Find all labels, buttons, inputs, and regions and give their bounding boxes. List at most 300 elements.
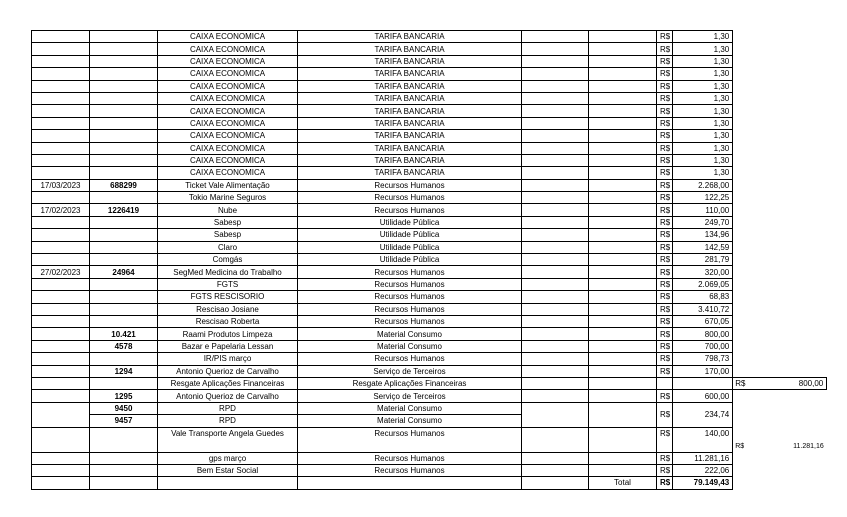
date-cell[interactable]: [32, 229, 90, 241]
extra-cell[interactable]: [733, 303, 827, 315]
extra-cell[interactable]: [733, 92, 827, 104]
date-cell[interactable]: [32, 377, 90, 389]
description-cell[interactable]: Bazar e Papelaria Lessan: [158, 340, 298, 352]
blank-cell[interactable]: [589, 464, 657, 476]
description-cell[interactable]: Sabesp: [158, 229, 298, 241]
amount-cell[interactable]: 249,70: [673, 216, 733, 228]
date-cell[interactable]: [32, 328, 90, 340]
doc-number-cell[interactable]: [90, 167, 158, 179]
blank-cell[interactable]: [589, 340, 657, 352]
category-cell[interactable]: Recursos Humanos: [298, 464, 522, 476]
date-cell[interactable]: [32, 254, 90, 266]
category-cell[interactable]: Recursos Humanos: [298, 204, 522, 216]
blank-cell[interactable]: [589, 452, 657, 464]
currency-cell[interactable]: [657, 377, 673, 389]
amount-cell[interactable]: 68,83: [673, 291, 733, 303]
extra-cell[interactable]: [733, 154, 827, 166]
date-cell[interactable]: [32, 142, 90, 154]
description-cell[interactable]: Raami Produtos Limpeza: [158, 328, 298, 340]
category-cell[interactable]: Material Consumo: [298, 402, 522, 414]
date-cell[interactable]: [32, 390, 90, 402]
amount-cell[interactable]: 1,30: [673, 167, 733, 179]
blank-cell[interactable]: [589, 68, 657, 80]
currency-cell[interactable]: R$: [657, 254, 673, 266]
doc-number-cell[interactable]: [90, 216, 158, 228]
doc-number-cell[interactable]: [90, 192, 158, 204]
date-cell[interactable]: [32, 278, 90, 290]
amount-cell[interactable]: 600,00: [673, 390, 733, 402]
description-cell[interactable]: Tokio Marine Seguros: [158, 192, 298, 204]
blank-cell[interactable]: [522, 105, 589, 117]
blank-cell[interactable]: [589, 328, 657, 340]
blank-cell[interactable]: [589, 154, 657, 166]
amount-cell[interactable]: 1,30: [673, 43, 733, 55]
currency-cell[interactable]: R$: [657, 402, 673, 427]
doc-number-cell[interactable]: [90, 353, 158, 365]
currency-cell[interactable]: R$: [657, 390, 673, 402]
currency-cell[interactable]: R$: [657, 427, 673, 452]
category-cell[interactable]: Utilidade Pública: [298, 216, 522, 228]
category-cell[interactable]: Recursos Humanos: [298, 452, 522, 464]
date-cell[interactable]: [32, 241, 90, 253]
currency-cell[interactable]: R$: [657, 105, 673, 117]
blank-cell[interactable]: [522, 328, 589, 340]
description-cell[interactable]: gps março: [158, 452, 298, 464]
currency-cell[interactable]: R$: [657, 204, 673, 216]
category-cell[interactable]: TARIFA BANCARIA: [298, 154, 522, 166]
description-cell[interactable]: Claro: [158, 241, 298, 253]
total-amount-cell[interactable]: 79.149,43: [673, 477, 733, 489]
currency-cell[interactable]: R$: [657, 192, 673, 204]
category-cell[interactable]: Recursos Humanos: [298, 192, 522, 204]
category-cell[interactable]: [298, 477, 522, 489]
blank-cell[interactable]: [589, 353, 657, 365]
doc-number-cell[interactable]: [90, 154, 158, 166]
blank-cell[interactable]: [589, 254, 657, 266]
blank-cell[interactable]: [522, 154, 589, 166]
date-cell[interactable]: [32, 303, 90, 315]
extra-cell[interactable]: [733, 216, 827, 228]
resgate-amount-cell[interactable]: [733, 377, 827, 389]
currency-cell[interactable]: R$: [657, 229, 673, 241]
description-cell[interactable]: Sabesp: [158, 216, 298, 228]
currency-cell[interactable]: R$: [657, 43, 673, 55]
category-cell[interactable]: Recursos Humanos: [298, 315, 522, 327]
currency-cell[interactable]: R$: [657, 241, 673, 253]
currency-cell[interactable]: R$: [657, 216, 673, 228]
blank-cell[interactable]: [522, 68, 589, 80]
category-cell[interactable]: Recursos Humanos: [298, 266, 522, 278]
blank-cell[interactable]: [589, 278, 657, 290]
currency-cell[interactable]: R$: [657, 31, 673, 43]
blank-cell[interactable]: [589, 377, 657, 389]
amount-cell[interactable]: 3.410,72: [673, 303, 733, 315]
doc-number-cell[interactable]: [90, 55, 158, 67]
category-cell[interactable]: Material Consumo: [298, 328, 522, 340]
description-cell[interactable]: CAIXA ECONOMICA: [158, 130, 298, 142]
amount-cell[interactable]: [673, 377, 733, 389]
amount-cell[interactable]: 222,06: [673, 464, 733, 476]
blank-cell[interactable]: [522, 241, 589, 253]
description-cell[interactable]: [158, 477, 298, 489]
doc-number-cell[interactable]: [90, 105, 158, 117]
description-cell[interactable]: CAIXA ECONOMICA: [158, 167, 298, 179]
extra-cell[interactable]: [733, 105, 827, 117]
category-cell[interactable]: Recursos Humanos: [298, 353, 522, 365]
extra-cell[interactable]: [733, 167, 827, 179]
extra-cell[interactable]: [733, 328, 827, 340]
doc-number-cell[interactable]: 688299: [90, 179, 158, 191]
date-cell[interactable]: [32, 365, 90, 377]
date-cell[interactable]: [32, 315, 90, 327]
category-cell[interactable]: Serviço de Terceiros: [298, 365, 522, 377]
blank-cell[interactable]: [522, 365, 589, 377]
doc-number-cell[interactable]: [90, 303, 158, 315]
amount-cell[interactable]: 1,30: [673, 80, 733, 92]
blank-cell[interactable]: [522, 464, 589, 476]
date-cell[interactable]: [32, 92, 90, 104]
doc-number-cell[interactable]: 1294: [90, 365, 158, 377]
date-cell[interactable]: [32, 167, 90, 179]
currency-cell[interactable]: R$: [657, 92, 673, 104]
amount-cell[interactable]: 2.268,00: [673, 179, 733, 191]
blank-cell[interactable]: [522, 43, 589, 55]
doc-number-cell[interactable]: 9450: [90, 402, 158, 414]
vale-extra-cell[interactable]: [733, 427, 827, 452]
blank-cell[interactable]: [522, 303, 589, 315]
amount-cell[interactable]: 110,00: [673, 204, 733, 216]
description-cell[interactable]: CAIXA ECONOMICA: [158, 80, 298, 92]
category-cell[interactable]: TARIFA BANCARIA: [298, 142, 522, 154]
doc-number-cell[interactable]: [90, 92, 158, 104]
currency-cell[interactable]: R$: [657, 142, 673, 154]
amount-cell[interactable]: 320,00: [673, 266, 733, 278]
extra-cell[interactable]: [733, 340, 827, 352]
description-cell[interactable]: CAIXA ECONOMICA: [158, 55, 298, 67]
doc-number-cell[interactable]: [90, 377, 158, 389]
description-cell[interactable]: CAIXA ECONOMICA: [158, 105, 298, 117]
description-cell[interactable]: Antonio Querioz de Carvalho: [158, 365, 298, 377]
currency-cell[interactable]: R$: [657, 117, 673, 129]
description-cell[interactable]: CAIXA ECONOMICA: [158, 154, 298, 166]
currency-cell[interactable]: R$: [657, 315, 673, 327]
blank-cell[interactable]: [589, 142, 657, 154]
doc-number-cell[interactable]: [90, 427, 158, 452]
date-cell[interactable]: [32, 340, 90, 352]
doc-number-cell[interactable]: [90, 130, 158, 142]
amount-cell[interactable]: 281,79: [673, 254, 733, 266]
description-cell[interactable]: SegMed Medicina do Trabalho: [158, 266, 298, 278]
date-cell[interactable]: [32, 291, 90, 303]
date-cell[interactable]: [32, 105, 90, 117]
blank-cell[interactable]: [522, 142, 589, 154]
currency-cell[interactable]: R$: [657, 464, 673, 476]
blank-cell[interactable]: [522, 340, 589, 352]
blank-cell[interactable]: [522, 92, 589, 104]
category-cell[interactable]: Recursos Humanos: [298, 278, 522, 290]
category-cell[interactable]: Utilidade Pública: [298, 229, 522, 241]
category-cell[interactable]: Utilidade Pública: [298, 254, 522, 266]
blank-cell[interactable]: [589, 216, 657, 228]
blank-cell[interactable]: [522, 117, 589, 129]
blank-cell[interactable]: [522, 80, 589, 92]
currency-cell[interactable]: R$: [657, 130, 673, 142]
currency-cell[interactable]: R$: [657, 278, 673, 290]
amount-cell[interactable]: 800,00: [673, 328, 733, 340]
blank-cell[interactable]: [589, 427, 657, 452]
amount-cell[interactable]: 234,74: [673, 402, 733, 427]
blank-cell[interactable]: [522, 315, 589, 327]
description-cell[interactable]: CAIXA ECONOMICA: [158, 43, 298, 55]
extra-cell[interactable]: [733, 241, 827, 253]
description-cell[interactable]: CAIXA ECONOMICA: [158, 68, 298, 80]
blank-cell[interactable]: [522, 204, 589, 216]
currency-cell[interactable]: R$: [657, 80, 673, 92]
blank-cell[interactable]: [522, 167, 589, 179]
blank-cell[interactable]: [589, 266, 657, 278]
extra-cell[interactable]: [733, 477, 827, 489]
doc-number-cell[interactable]: [90, 80, 158, 92]
date-cell[interactable]: [32, 192, 90, 204]
category-cell[interactable]: TARIFA BANCARIA: [298, 80, 522, 92]
date-cell[interactable]: [32, 452, 90, 464]
description-cell[interactable]: Antonio Querioz de Carvalho: [158, 390, 298, 402]
blank-cell[interactable]: [522, 377, 589, 389]
currency-cell[interactable]: R$: [657, 353, 673, 365]
extra-cell[interactable]: [733, 464, 827, 476]
amount-cell[interactable]: 1,30: [673, 117, 733, 129]
description-cell[interactable]: FGTS RESCISORIO: [158, 291, 298, 303]
date-cell[interactable]: [32, 117, 90, 129]
extra-cell[interactable]: [733, 266, 827, 278]
description-cell[interactable]: Bem Estar Social: [158, 464, 298, 476]
doc-number-cell[interactable]: [90, 229, 158, 241]
amount-cell[interactable]: 142,59: [673, 241, 733, 253]
blank-cell[interactable]: [589, 31, 657, 43]
blank-cell[interactable]: [589, 179, 657, 191]
description-cell[interactable]: Resgate Aplicações Financeiras: [158, 377, 298, 389]
description-cell[interactable]: CAIXA ECONOMICA: [158, 117, 298, 129]
extra-cell[interactable]: [733, 315, 827, 327]
extra-cell[interactable]: [733, 55, 827, 67]
extra-cell[interactable]: [733, 390, 827, 402]
doc-number-cell[interactable]: [90, 31, 158, 43]
extra-cell[interactable]: [733, 353, 827, 365]
blank-cell[interactable]: [522, 254, 589, 266]
extra-cell[interactable]: [733, 204, 827, 216]
doc-number-cell[interactable]: 24964: [90, 266, 158, 278]
amount-cell[interactable]: 1,30: [673, 142, 733, 154]
date-cell[interactable]: [32, 154, 90, 166]
extra-cell[interactable]: [733, 179, 827, 191]
blank-cell[interactable]: [522, 229, 589, 241]
blank-cell[interactable]: [522, 390, 589, 402]
description-cell[interactable]: CAIXA ECONOMICA: [158, 31, 298, 43]
doc-number-cell[interactable]: 1226419: [90, 204, 158, 216]
amount-cell[interactable]: 1,30: [673, 92, 733, 104]
doc-number-cell[interactable]: 10.421: [90, 328, 158, 340]
blank-cell[interactable]: [589, 80, 657, 92]
extra-cell[interactable]: [733, 130, 827, 142]
blank-cell[interactable]: [589, 402, 657, 427]
description-cell[interactable]: Comgás: [158, 254, 298, 266]
blank-cell[interactable]: [522, 452, 589, 464]
extra-cell[interactable]: [733, 117, 827, 129]
extra-cell[interactable]: [733, 68, 827, 80]
currency-cell[interactable]: R$: [657, 303, 673, 315]
category-cell[interactable]: TARIFA BANCARIA: [298, 105, 522, 117]
doc-number-cell[interactable]: [90, 464, 158, 476]
description-cell[interactable]: CAIXA ECONOMICA: [158, 142, 298, 154]
blank-cell[interactable]: [522, 402, 589, 427]
date-cell[interactable]: [32, 31, 90, 43]
date-cell[interactable]: [32, 464, 90, 476]
amount-cell[interactable]: 122,25: [673, 192, 733, 204]
category-cell[interactable]: Resgate Aplicações Financeiras: [298, 377, 522, 389]
blank-cell[interactable]: [589, 92, 657, 104]
extra-cell[interactable]: [733, 142, 827, 154]
amount-cell[interactable]: 1,30: [673, 31, 733, 43]
blank-cell[interactable]: [589, 315, 657, 327]
amount-cell[interactable]: 140,00: [673, 427, 733, 452]
blank-cell[interactable]: [589, 105, 657, 117]
amount-cell[interactable]: 1,30: [673, 55, 733, 67]
blank-cell[interactable]: [522, 477, 589, 489]
blank-cell[interactable]: [589, 204, 657, 216]
extra-cell[interactable]: [733, 254, 827, 266]
description-cell[interactable]: Nube: [158, 204, 298, 216]
description-cell[interactable]: FGTS: [158, 278, 298, 290]
doc-number-cell[interactable]: [90, 117, 158, 129]
category-cell[interactable]: TARIFA BANCARIA: [298, 55, 522, 67]
blank-cell[interactable]: [522, 192, 589, 204]
blank-cell[interactable]: [522, 278, 589, 290]
blank-cell[interactable]: [589, 55, 657, 67]
category-cell[interactable]: Utilidade Pública: [298, 241, 522, 253]
description-cell[interactable]: Rescisao Roberta: [158, 315, 298, 327]
amount-cell[interactable]: 1,30: [673, 130, 733, 142]
doc-number-cell[interactable]: [90, 477, 158, 489]
amount-cell[interactable]: 700,00: [673, 340, 733, 352]
category-cell[interactable]: Recursos Humanos: [298, 303, 522, 315]
doc-number-cell[interactable]: [90, 254, 158, 266]
category-cell[interactable]: Material Consumo: [298, 340, 522, 352]
category-cell[interactable]: TARIFA BANCARIA: [298, 43, 522, 55]
blank-cell[interactable]: [522, 55, 589, 67]
blank-cell[interactable]: [522, 179, 589, 191]
extra-cell[interactable]: [733, 291, 827, 303]
blank-cell[interactable]: [522, 130, 589, 142]
blank-cell[interactable]: [522, 353, 589, 365]
doc-number-cell[interactable]: 9457: [90, 415, 158, 427]
extra-cell[interactable]: [733, 278, 827, 290]
currency-cell[interactable]: R$: [657, 68, 673, 80]
extra-cell[interactable]: [733, 402, 827, 427]
amount-cell[interactable]: 2.069,05: [673, 278, 733, 290]
currency-cell[interactable]: R$: [657, 291, 673, 303]
currency-cell[interactable]: R$: [657, 328, 673, 340]
description-cell[interactable]: IR/PIS março: [158, 353, 298, 365]
doc-number-cell[interactable]: [90, 241, 158, 253]
category-cell[interactable]: Recursos Humanos: [298, 291, 522, 303]
doc-number-cell[interactable]: [90, 68, 158, 80]
blank-cell[interactable]: [589, 117, 657, 129]
extra-cell[interactable]: [733, 365, 827, 377]
blank-cell[interactable]: [589, 365, 657, 377]
blank-cell[interactable]: [589, 43, 657, 55]
blank-cell[interactable]: [589, 241, 657, 253]
currency-cell[interactable]: R$: [657, 477, 673, 489]
blank-cell[interactable]: [522, 266, 589, 278]
category-cell[interactable]: TARIFA BANCARIA: [298, 92, 522, 104]
date-cell[interactable]: [32, 477, 90, 489]
description-cell[interactable]: Ticket Vale Alimentação: [158, 179, 298, 191]
amount-cell[interactable]: 1,30: [673, 154, 733, 166]
description-cell[interactable]: Vale Transporte Angela Guedes: [158, 427, 298, 452]
description-cell[interactable]: CAIXA ECONOMICA: [158, 92, 298, 104]
date-cell[interactable]: 27/02/2023: [32, 266, 90, 278]
amount-cell[interactable]: 11.281,16: [673, 452, 733, 464]
blank-cell[interactable]: [589, 303, 657, 315]
amount-cell[interactable]: 134,96: [673, 229, 733, 241]
blank-cell[interactable]: [589, 390, 657, 402]
blank-cell[interactable]: [589, 192, 657, 204]
category-cell[interactable]: TARIFA BANCARIA: [298, 31, 522, 43]
doc-number-cell[interactable]: [90, 315, 158, 327]
description-cell[interactable]: RPD: [158, 415, 298, 427]
blank-cell[interactable]: [589, 130, 657, 142]
date-cell[interactable]: [32, 216, 90, 228]
total-label-cell[interactable]: Total: [589, 477, 657, 489]
doc-number-cell[interactable]: [90, 43, 158, 55]
category-cell[interactable]: Recursos Humanos: [298, 427, 522, 452]
category-cell[interactable]: Recursos Humanos: [298, 179, 522, 191]
category-cell[interactable]: TARIFA BANCARIA: [298, 167, 522, 179]
blank-cell[interactable]: [522, 216, 589, 228]
date-cell[interactable]: [32, 353, 90, 365]
date-cell[interactable]: [32, 43, 90, 55]
currency-cell[interactable]: R$: [657, 266, 673, 278]
extra-cell[interactable]: [733, 452, 827, 464]
blank-cell[interactable]: [589, 291, 657, 303]
amount-cell[interactable]: 798,73: [673, 353, 733, 365]
description-cell[interactable]: RPD: [158, 402, 298, 414]
description-cell[interactable]: Rescisao Josiane: [158, 303, 298, 315]
doc-number-cell[interactable]: [90, 452, 158, 464]
doc-number-cell[interactable]: 1295: [90, 390, 158, 402]
date-cell[interactable]: [32, 427, 90, 452]
doc-number-cell[interactable]: [90, 142, 158, 154]
extra-cell[interactable]: [733, 80, 827, 92]
doc-number-cell[interactable]: 4578: [90, 340, 158, 352]
category-cell[interactable]: Material Consumo: [298, 415, 522, 427]
currency-cell[interactable]: R$: [657, 167, 673, 179]
currency-cell[interactable]: R$: [657, 340, 673, 352]
date-cell[interactable]: [32, 402, 90, 427]
date-cell[interactable]: [32, 80, 90, 92]
currency-cell[interactable]: R$: [657, 179, 673, 191]
currency-cell[interactable]: R$: [657, 154, 673, 166]
amount-cell[interactable]: 1,30: [673, 68, 733, 80]
blank-cell[interactable]: [522, 427, 589, 452]
category-cell[interactable]: TARIFA BANCARIA: [298, 117, 522, 129]
doc-number-cell[interactable]: [90, 291, 158, 303]
doc-number-cell[interactable]: [90, 278, 158, 290]
date-cell[interactable]: [32, 55, 90, 67]
amount-cell[interactable]: 1,30: [673, 105, 733, 117]
blank-cell[interactable]: [522, 31, 589, 43]
blank-cell[interactable]: [589, 229, 657, 241]
